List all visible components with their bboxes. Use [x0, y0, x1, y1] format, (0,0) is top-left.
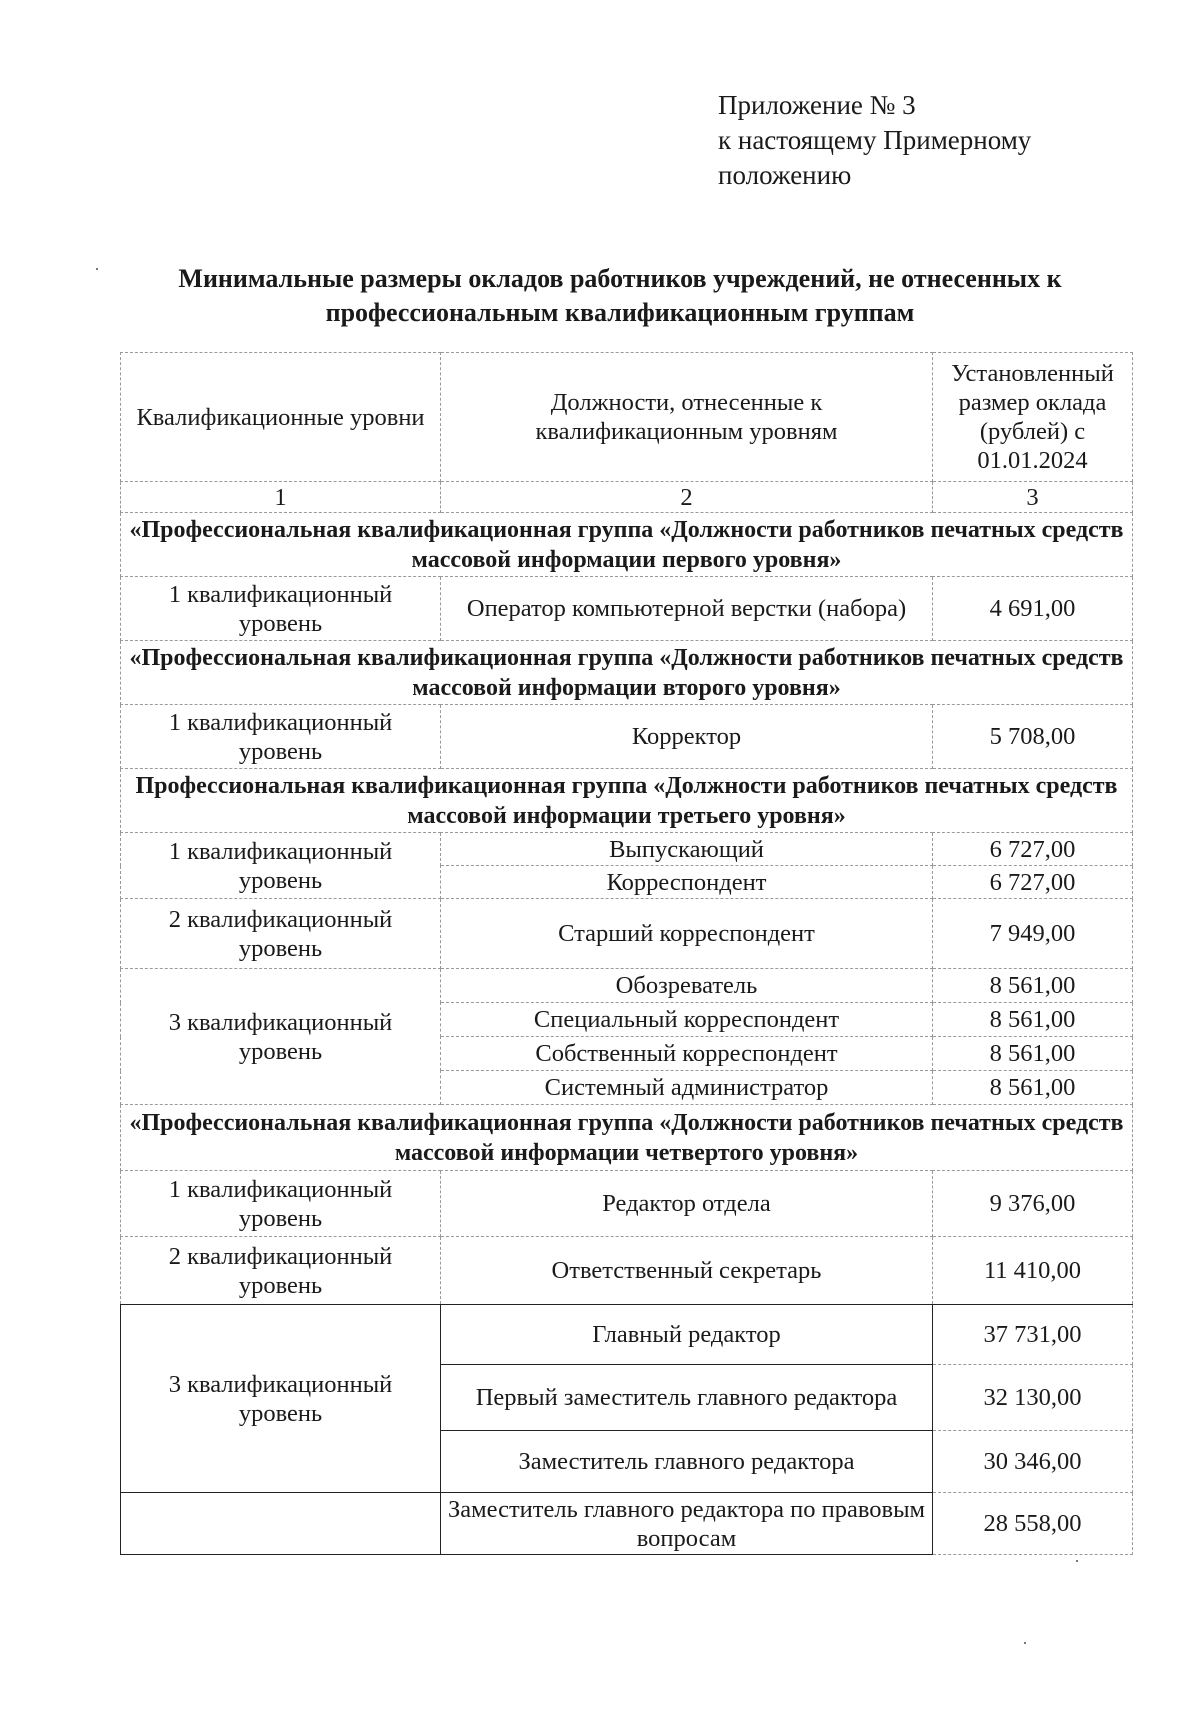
position-cell: Собственный корреспондент [441, 1037, 933, 1071]
table-index-row [121, 482, 1133, 513]
scan-speck [96, 268, 98, 270]
table-row [121, 833, 1133, 866]
appendix-line-2: к настоящему Примерному [718, 125, 1032, 155]
position-cell: Корреспондент [441, 866, 933, 899]
position-cell: Системный администратор [441, 1071, 933, 1105]
position-cell: Старший корреспондент [441, 899, 933, 969]
table-row [121, 969, 1133, 1003]
position-cell: Ответственный секретарь [441, 1237, 933, 1305]
table-row [121, 899, 1133, 969]
table-row [121, 1171, 1133, 1237]
level-cell: 2 квалификационный уровень [121, 1237, 441, 1305]
level-cell: 1 квалификационный уровень [121, 705, 441, 769]
group-2-title: «Профессиональная квалификационная группа «Должности работников печатных средств массовой информации второго уровня» [121, 641, 1133, 705]
table-row [121, 577, 1133, 641]
header-qualification-levels: Квалификационные уровни [121, 353, 441, 482]
salary-cell: 8 561,00 [933, 1071, 1133, 1105]
group-heading-row [121, 769, 1133, 833]
index-col-1: 1 [121, 482, 441, 513]
position-cell: Обозреватель [441, 969, 933, 1003]
level-cell: 1 квалификационный уровень [121, 1171, 441, 1237]
salary-cell: 37 731,00 [933, 1305, 1133, 1365]
table-row [121, 1305, 1133, 1365]
title-line-2: профессиональным квалификационным группам [325, 298, 915, 327]
document-title [100, 262, 1140, 330]
appendix-note [718, 88, 1031, 193]
salary-cell: 28 558,00 [933, 1493, 1133, 1555]
position-cell: Первый заместитель главного редактора [441, 1365, 933, 1431]
level-cell: 1 квалификационный уровень [121, 833, 441, 899]
group-heading-row [121, 513, 1133, 577]
level-cell: 3 квалификационный уровень [121, 1305, 441, 1493]
salary-cell: 4 691,00 [933, 577, 1133, 641]
table-row [121, 705, 1133, 769]
group-heading-row [121, 1105, 1133, 1171]
salary-cell: 5 708,00 [933, 705, 1133, 769]
salary-cell: 30 346,00 [933, 1431, 1133, 1493]
position-cell: Корректор [441, 705, 933, 769]
group-4-title: «Профессиональная квалификационная группа «Должности работников печатных средств массовой информации четвертого уровня» [121, 1105, 1133, 1171]
index-col-3: 3 [933, 482, 1133, 513]
group-3-title: Профессиональная квалификационная группа «Должности работников печатных средств массовой информации третьего уровня» [121, 769, 1133, 833]
position-cell: Выпускающий [441, 833, 933, 866]
table-row [121, 1237, 1133, 1305]
position-cell: Оператор компьютерной верстки (набора) [441, 577, 933, 641]
salary-cell: 9 376,00 [933, 1171, 1133, 1237]
salary-table [120, 352, 1133, 1555]
salary-cell: 8 561,00 [933, 1037, 1133, 1071]
salary-cell: 8 561,00 [933, 1003, 1133, 1037]
level-cell-empty [121, 1493, 441, 1555]
header-salary: Установленный размер оклада (рублей) с 01.01.2024 [933, 353, 1133, 482]
group-heading-row [121, 641, 1133, 705]
level-cell: 1 квалификационный уровень [121, 577, 441, 641]
appendix-line-3: положению [718, 160, 852, 190]
title-line-1: Минимальные размеры окладов работников учреждений, не отнесенных к [178, 264, 1062, 293]
position-cell: Главный редактор [441, 1305, 933, 1365]
appendix-line-1: Приложение № 3 [718, 90, 916, 120]
position-cell: Редактор отдела [441, 1171, 933, 1237]
salary-cell: 7 949,00 [933, 899, 1133, 969]
index-col-2: 2 [441, 482, 933, 513]
level-cell: 2 квалификационный уровень [121, 899, 441, 969]
salary-cell: 6 727,00 [933, 833, 1133, 866]
group-1-title: «Профессиональная квалификационная группа «Должности работников печатных средств массовой информации первого уровня» [121, 513, 1133, 577]
header-positions: Должности, отнесенные к квалификационным уровням [441, 353, 933, 482]
salary-cell: 6 727,00 [933, 866, 1133, 899]
table-row [121, 1493, 1133, 1555]
position-cell: Специальный корреспондент [441, 1003, 933, 1037]
position-cell: Заместитель главного редактора по правовым вопросам [441, 1493, 933, 1555]
scan-speck [1076, 1560, 1078, 1562]
salary-cell: 11 410,00 [933, 1237, 1133, 1305]
salary-cell: 8 561,00 [933, 969, 1133, 1003]
position-cell: Заместитель главного редактора [441, 1431, 933, 1493]
table-header-row [121, 353, 1133, 482]
salary-cell: 32 130,00 [933, 1365, 1133, 1431]
scan-speck [1024, 1642, 1026, 1644]
level-cell: 3 квалификационный уровень [121, 969, 441, 1105]
